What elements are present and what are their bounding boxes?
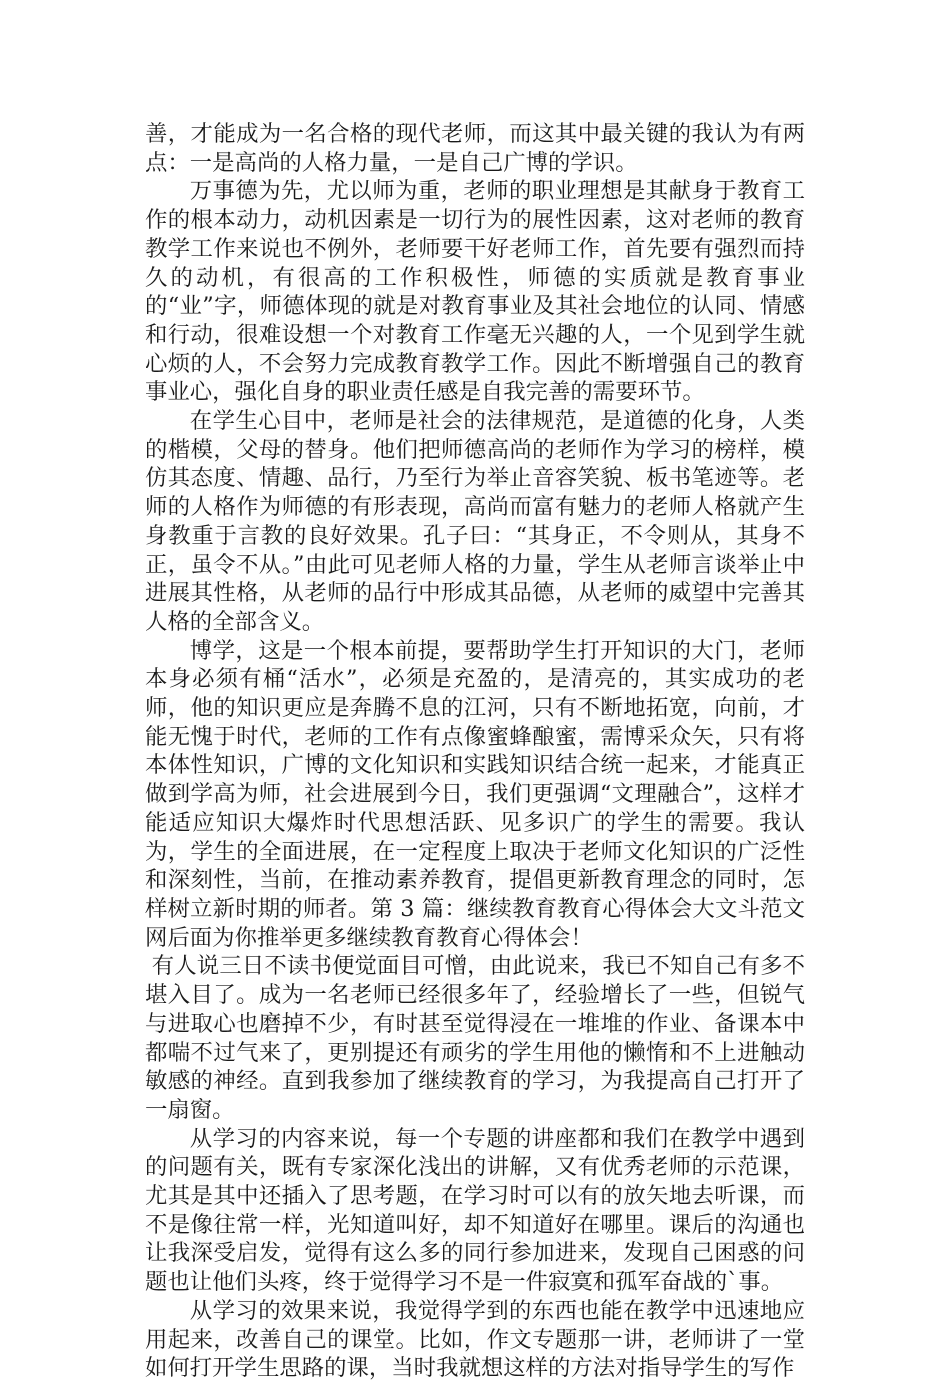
paragraph-broad-knowledge: 博学，这是一个根本前提，要帮助学生打开知识的大门，老师本身必须有桶“活水”，必须是充盈的，是清亮的，其实成功的老师，他的知识更应是奔腾不息的江河，只有不断地拓宽，向前，才能无愧于时代，老师的工作有点像蜜蜂酿蜜，需博采众矢，只有将本体性知识，广博的文化知识和实践知识结合统一起来，才能真正做到学高为师，社会进展到今日，我们更强调“文理融合”，这样才能适应知识大爆炸时代思想活跃、见多识广的学生的需要。我认为，学生的全面进展，在一定程度上取决于老师文化知识的广泛性和深刻性，当前，在推动素养教育，提倡更新教育理念的同时，怎样树立新时期的师者。第 3 篇：继续教育教育心得体会大文斗范文网后面为你推举更多继续教育教育心得体会！ — [145, 637, 805, 951]
document-body — [145, 120, 805, 1383]
paragraph-moral-character: 万事德为先，尤以师为重，老师的职业理想是其献身于教育工作的根本动力，动机因素是一切行为的展性因素，这对老师的教育教学工作来说也不例外，老师要干好老师工作，首先要有强烈而持久的动机，有很高的工作积极性，师德的实质就是教育事业的“业”字，师德体现的就是对教育事业及其社会地位的认同、情感和行动，很难设想一个对教育工作毫无兴趣的人，一个见到学生就心烦的人，不会努力完成教育教学工作。因此不断增强自己的教育事业心，强化自身的职业责任感是自我完善的需要环节。 — [145, 178, 805, 406]
paragraph-continuing-education: 有人说三日不读书便觉面目可憎，由此说来，我已不知自己有多不堪入目了。成为一名老师已经很多年了，经验增长了一些，但锐气与进取心也磨掉不少，有时甚至觉得浸在一堆堆的作业、备课本中都喘不过气来了，更别提还有顽劣的学生用他的懒惰和不上进触动敏感的神经。直到我参加了继续教育的学习，为我提高自己打开了一扇窗。 — [145, 953, 805, 1123]
paragraph-teacher-role-model: 在学生心目中，老师是社会的法律规范，是道德的化身，人类的楷模，父母的替身。他们把师德高尚的老师作为学习的榜样，模仿其态度、情趣、品行，乃至行为举止音容笑貌、板书笔迹等。老师的人格作为师德的有形表现，高尚而富有魅力的老师人格就产生身教重于言教的良好效果。孔子曰：“其身正，不令则从，其身不正，虽令不从。”由此可见老师人格的力量，学生从老师言谈举止中进展其性格，从老师的品行中形成其品德，从老师的威望中完善其人格的全部含义。 — [145, 408, 805, 635]
paragraph-learning-content: 从学习的内容来说，每一个专题的讲座都和我们在教学中遇到的问题有关，既有专家深化浅出的讲解，又有优秀老师的示范课，尤其是其中还插入了思考题，在学习时可以有的放矢地去听课，而不是像往常一样，光知道叫好，却不知道好在哪里。课后的沟通也让我深受启发，觉得有这么多的同行参加进来，发现自己困惑的问题也让他们头疼，终于觉得学习不是一件寂寞和孤军奋战的`事。 — [145, 1125, 805, 1296]
paragraph-learning-effect: 从学习的效果来说，我觉得学到的东西也能在教学中迅速地应用起来，改善自己的课堂。比如，作文专题那一讲，老师讲了一堂如何打开学生思路的课，当时我就想这样的方法对指导学生的写作 — [145, 1297, 805, 1382]
paragraph-intro: 善，才能成为一名合格的现代老师，而这其中最关键的我认为有两点：一是高尚的人格力量，一是自己广博的学识。 — [145, 121, 805, 176]
